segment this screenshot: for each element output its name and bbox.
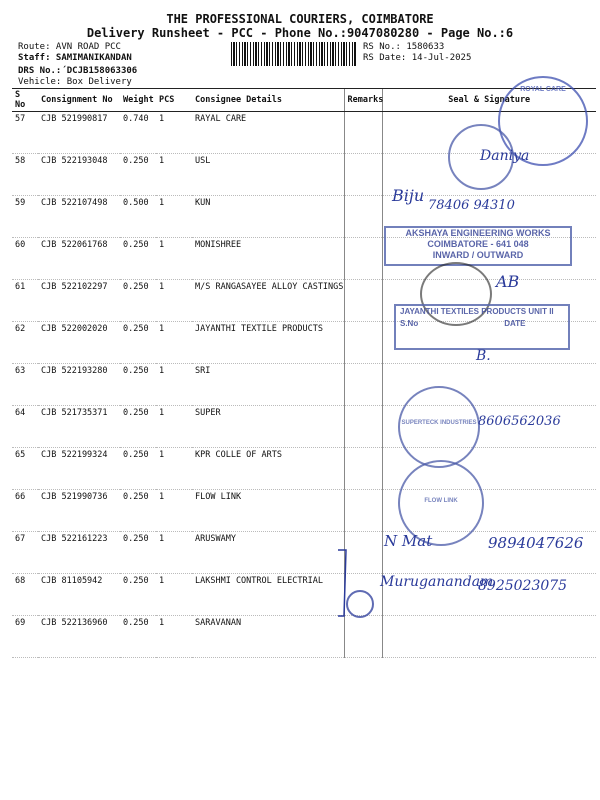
cell-weight: 0.500 — [120, 196, 156, 238]
table-row — [12, 448, 596, 490]
signature-61: AB — [496, 272, 520, 291]
cell-consignee: SARAVANAN — [192, 616, 344, 658]
jayanthi-line1: JAYANTHI TEXTILES PRODUCTS UNIT II — [400, 307, 554, 316]
cell-weight: 0.250 — [120, 238, 156, 280]
cell-pcs: 1 — [156, 490, 192, 532]
akshaya-stamp — [384, 226, 572, 266]
cell-weight: 0.740 — [120, 112, 156, 154]
col-consignment: Consignment No — [38, 89, 120, 112]
signature-59: Biju — [392, 186, 425, 205]
royal-care-stamp-text: ROYAL CARE — [520, 86, 566, 93]
col-sno: S No — [12, 89, 38, 112]
cell-remarks — [344, 280, 382, 322]
cell-weight: 0.250 — [120, 490, 156, 532]
superteck-stamp — [398, 386, 480, 468]
col-remarks: Remarks — [344, 89, 382, 112]
rs-date: RS Date: 14-Jul-2025 — [363, 53, 472, 63]
cell-consignee: ARUSWAMY — [192, 532, 344, 574]
superteck-stamp-text: SUPERTECK INDUSTRIES — [401, 420, 477, 426]
phone-67: 9894047626 — [488, 534, 584, 552]
cell-cno: CJB 521990736 — [38, 490, 120, 532]
col-weight: Weight — [120, 89, 156, 112]
phone-65: 8606562036 — [478, 414, 561, 429]
cell-cno: CJB 522199324 — [38, 448, 120, 490]
cell-weight: 0.250 — [120, 616, 156, 658]
cell-cno: CJB 522061768 — [38, 238, 120, 280]
rs-number: RS No.: 1580633 — [363, 42, 445, 52]
cell-sno: 66 — [12, 490, 38, 532]
cell-remarks — [344, 322, 382, 364]
cell-remarks — [344, 196, 382, 238]
cell-pcs: 1 — [156, 574, 192, 616]
circle-mark — [346, 590, 374, 618]
cell-consignee: USL — [192, 154, 344, 196]
cell-cno: CJB 521990817 — [38, 112, 120, 154]
cell-sno: 64 — [12, 406, 38, 448]
barcode — [231, 42, 356, 66]
akshaya-line2: COIMBATORE - 641 048 — [427, 239, 529, 249]
table-row — [12, 490, 596, 532]
col-consignee: Consignee Details — [192, 89, 344, 112]
cell-seal-signature — [382, 616, 596, 658]
company-title: THE PROFESSIONAL COURIERS, COIMBATORE — [166, 12, 434, 26]
cell-cno: CJB 522102297 — [38, 280, 120, 322]
cell-sno: 63 — [12, 364, 38, 406]
cell-remarks — [344, 616, 382, 658]
cell-consignee: SUPER — [192, 406, 344, 448]
cell-sno: 67 — [12, 532, 38, 574]
cell-consignee: JAYANTHI TEXTILE PRODUCTS — [192, 322, 344, 364]
cell-weight: 0.250 — [120, 280, 156, 322]
akshaya-line3: INWARD / OUTWARD — [432, 250, 524, 260]
vehicle-label: Vehicle: Box Delivery — [18, 77, 132, 87]
cell-remarks — [344, 490, 382, 532]
jayanthi-sno: S.No — [400, 319, 419, 328]
cell-consignee: RAYAL CARE — [192, 112, 344, 154]
cell-pcs: 1 — [156, 532, 192, 574]
cell-pcs: 1 — [156, 280, 192, 322]
drs-number: DRS No.:´DCJB158063306 — [18, 66, 138, 76]
cell-remarks — [344, 364, 382, 406]
signature-69: Muruganandam — [380, 574, 494, 590]
flowlink-stamp-text: FLOW LINK — [424, 498, 458, 504]
cell-cno: CJB 521735371 — [38, 406, 120, 448]
cell-pcs: 1 — [156, 406, 192, 448]
signature-63: B. — [476, 348, 491, 364]
cell-sno: 60 — [12, 238, 38, 280]
cell-consignee: LAKSHMI CONTROL ELECTRIAL — [192, 574, 344, 616]
signature-67: N Mat — [384, 532, 433, 550]
cell-cno: CJB 522136960 — [38, 616, 120, 658]
cell-consignee: M/S RANGASAYEE ALLOY CASTINGS — [192, 280, 344, 322]
cell-weight: 0.250 — [120, 406, 156, 448]
cell-weight: 0.250 — [120, 364, 156, 406]
cell-pcs: 1 — [156, 196, 192, 238]
akshaya-line1: AKSHAYA ENGINEERING WORKS — [405, 228, 551, 238]
cell-consignee: SRI — [192, 364, 344, 406]
jayanthi-stamp — [394, 304, 570, 350]
cell-consignee: KPR COLLE OF ARTS — [192, 448, 344, 490]
cell-consignee: MONISHREE — [192, 238, 344, 280]
signature-58: Daniya — [480, 148, 530, 164]
cell-weight: 0.250 — [120, 448, 156, 490]
phone-59: 78406 94310 — [428, 198, 515, 213]
col-pcs: PCS — [156, 89, 192, 112]
cell-remarks — [344, 532, 382, 574]
table-row — [12, 364, 596, 406]
cell-weight: 0.250 — [120, 322, 156, 364]
cell-weight: 0.250 — [120, 532, 156, 574]
cell-cno: CJB 81105942 — [38, 574, 120, 616]
cell-remarks — [344, 112, 382, 154]
cell-weight: 0.250 — [120, 154, 156, 196]
route-label: Route: AVN ROAD PCC — [18, 42, 121, 52]
cell-pcs: 1 — [156, 238, 192, 280]
cell-remarks — [344, 448, 382, 490]
cell-sno: 61 — [12, 280, 38, 322]
cell-consignee: FLOW LINK — [192, 490, 344, 532]
cell-weight: 0.250 — [120, 574, 156, 616]
cell-pcs: 1 — [156, 112, 192, 154]
cell-cno: CJB 522107498 — [38, 196, 120, 238]
cell-sno: 62 — [12, 322, 38, 364]
staff-label: Staff: SAMIMANIKANDAN — [18, 53, 132, 63]
cell-pcs: 1 — [156, 322, 192, 364]
cell-sno: 59 — [12, 196, 38, 238]
cell-pcs: 1 — [156, 616, 192, 658]
table-row — [12, 616, 596, 658]
cell-pcs: 1 — [156, 364, 192, 406]
jayanthi-date: DATE — [504, 319, 526, 328]
cell-sno: 57 — [12, 112, 38, 154]
cell-cno: CJB 522193280 — [38, 364, 120, 406]
cell-sno: 65 — [12, 448, 38, 490]
cell-cno: CJB 522002020 — [38, 322, 120, 364]
cell-remarks — [344, 406, 382, 448]
cell-cno: CJB 522193048 — [38, 154, 120, 196]
cell-remarks — [344, 154, 382, 196]
cell-sno: 69 — [12, 616, 38, 658]
cell-sno: 58 — [12, 154, 38, 196]
cell-pcs: 1 — [156, 448, 192, 490]
runsheet-title: Delivery Runsheet - PCC - Phone No.:9047080280 - Page No.:6 — [86, 26, 514, 40]
cell-cno: CJB 522161223 — [38, 532, 120, 574]
cell-pcs: 1 — [156, 154, 192, 196]
cell-consignee: KUN — [192, 196, 344, 238]
cell-remarks — [344, 238, 382, 280]
phone-69: 8925023075 — [478, 578, 568, 594]
cell-sno: 68 — [12, 574, 38, 616]
col-seal-signature: Seal & Signature — [382, 89, 596, 112]
